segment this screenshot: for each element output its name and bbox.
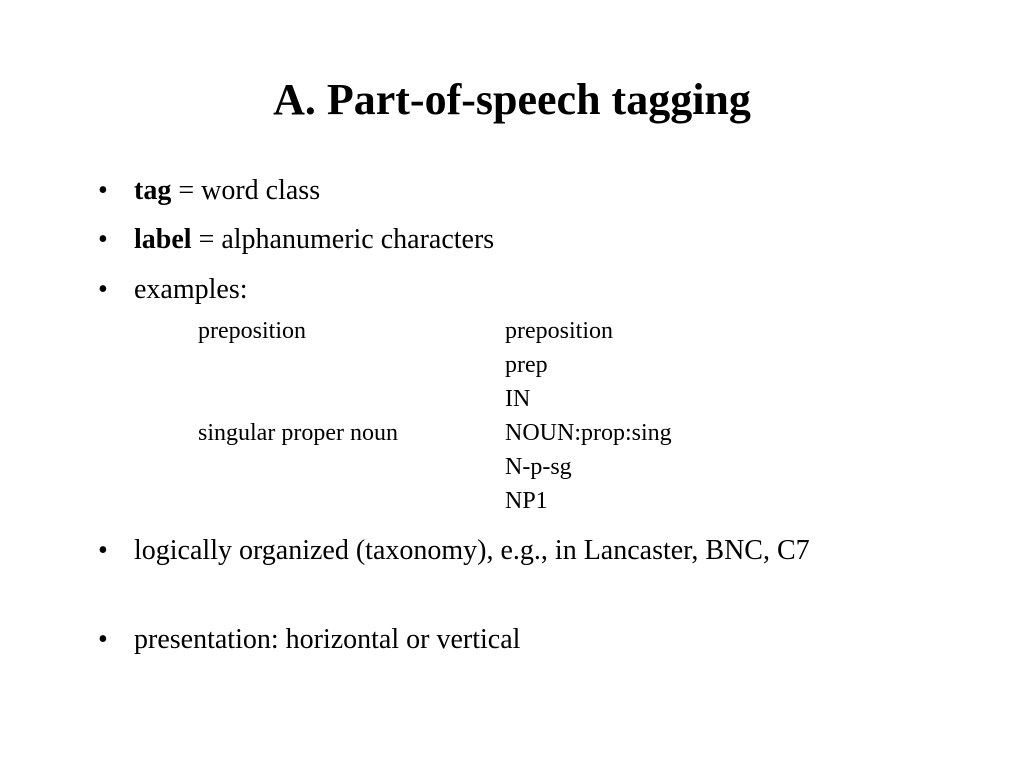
example-row <box>198 484 798 518</box>
example-row <box>198 450 798 484</box>
bullet-dot-icon: • <box>98 535 108 566</box>
bullet-text <box>134 171 924 211</box>
slide-title: A. Part-of-speech tagging <box>273 75 751 124</box>
bullet-dot-icon: • <box>98 624 108 655</box>
bullet-term: tag <box>134 175 172 206</box>
example-label: prep <box>505 352 548 378</box>
example-row <box>198 348 798 382</box>
example-label: preposition <box>505 318 613 344</box>
bullet-dot-icon: • <box>98 274 108 305</box>
example-description: preposition <box>198 318 306 344</box>
examples-table <box>198 314 798 518</box>
bullet-text: presentation: horizontal or vertical <box>134 624 521 655</box>
example-description: singular proper noun <box>198 420 398 446</box>
example-row <box>198 416 798 450</box>
bullet-text: examples: <box>134 274 248 305</box>
example-label: NOUN:prop:sing <box>505 420 672 446</box>
example-label: NP1 <box>505 488 548 514</box>
bullet-definition: = word class <box>171 175 321 206</box>
bullet-text: logically organized (taxonomy), e.g., in Lancaster, BNC, C7 <box>134 535 810 566</box>
bullet-text <box>134 220 924 260</box>
bullet-dot-icon: • <box>98 224 108 255</box>
bullet-dot-icon: • <box>98 175 108 206</box>
bullet-definition: = alphanumeric characters <box>191 224 495 255</box>
bullet-item-taxonomy <box>98 531 928 611</box>
example-row <box>198 382 798 416</box>
bullet-term: label <box>134 224 192 255</box>
example-row <box>198 314 798 348</box>
example-label: N-p-sg <box>505 454 572 480</box>
example-label: IN <box>505 386 531 412</box>
